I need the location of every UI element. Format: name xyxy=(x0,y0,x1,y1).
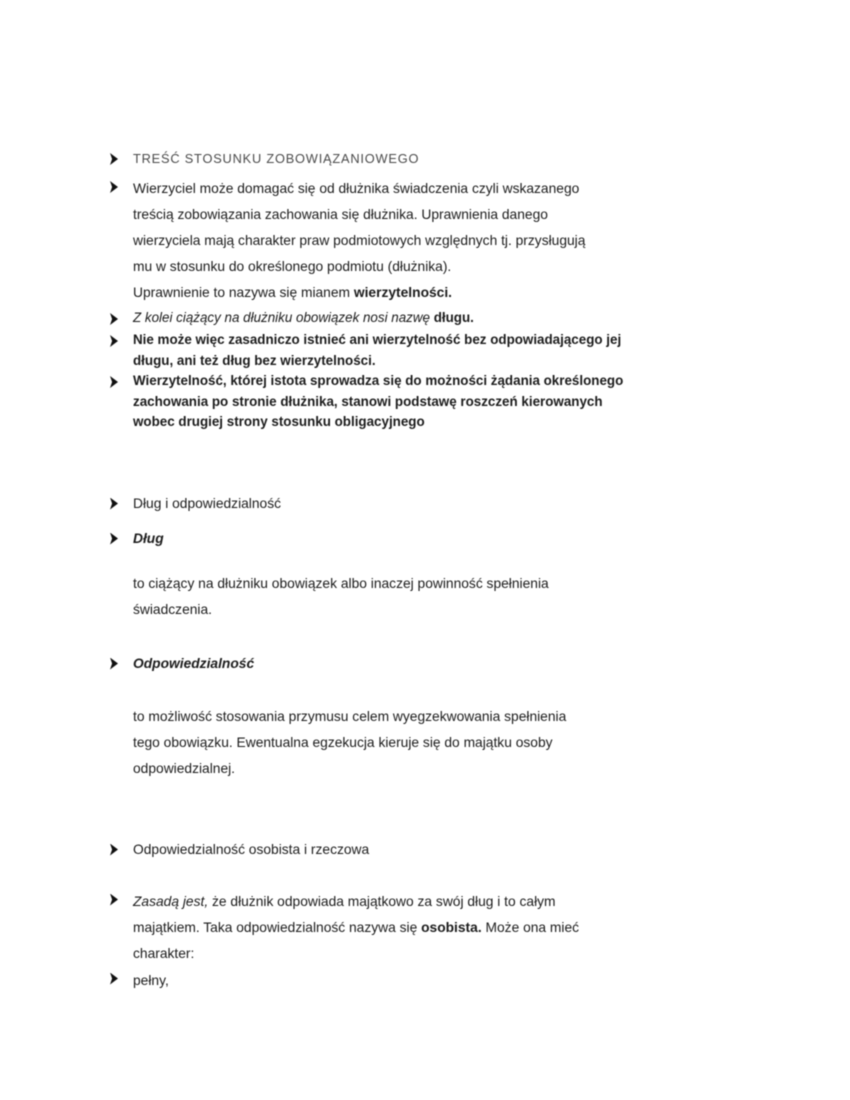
arrow-bullet-icon xyxy=(110,181,118,193)
arrow-bullet-icon xyxy=(110,376,118,388)
arrow-bullet-icon xyxy=(110,153,118,165)
text-line xyxy=(133,915,750,941)
text-line xyxy=(133,889,750,915)
text-segment: Może ona mieć xyxy=(481,919,580,935)
text-line: wobec drugiej strony stosunku obligacyjnego xyxy=(133,414,425,429)
arrow-bullet-icon xyxy=(110,313,118,325)
text-line: mu w stosunku do określonego podmiotu (dłużnika). xyxy=(133,259,452,274)
list-item-wierzytelnosc xyxy=(110,371,750,433)
arrow-bullet-icon xyxy=(110,894,118,906)
text-line xyxy=(133,280,750,306)
text-segment-italic: Z kolei ciążący na dłużniku obowiązek nosi nazwę xyxy=(133,310,434,325)
list-item-wierzyciel xyxy=(110,176,750,306)
arrow-bullet-icon xyxy=(110,335,118,347)
text-segment-bold: długu. xyxy=(433,310,474,325)
list-item-pelny xyxy=(110,968,750,994)
text-segment-bold: osobista. xyxy=(421,919,482,935)
text-line: długu, ani też dług bez wierzytelności. xyxy=(133,352,376,368)
term-label: Odpowiedzialność xyxy=(133,655,255,671)
text-line: zachowania po stronie dłużnika, stanowi podstawę roszczeń kierowanych xyxy=(133,393,603,409)
text-line: Wierzytelność, której istota sprowadza się do możności żądania określonego xyxy=(133,373,624,388)
text-line: wierzyciela mają charakter praw podmiotowych względnych tj. przysługują xyxy=(133,233,586,248)
text-segment-italic: Zasadą jest, xyxy=(133,893,209,909)
text-line: treścią zobowiązania zachowania się dłużnika. Uprawnienia danego xyxy=(133,207,548,222)
list-item-dlug-term xyxy=(110,528,750,550)
list-item-odp-osobista-heading xyxy=(110,839,750,861)
arrow-bullet-icon xyxy=(110,498,118,510)
text-line: Wierzyciel może domagać się od dłużnika świadczenia czyli wskazanego xyxy=(133,181,580,196)
text-line: odpowiedzialnej. xyxy=(133,760,236,776)
text-segment: Uprawnienie to nazywa się mianem xyxy=(133,285,354,300)
list-item-dlug-i-odp xyxy=(110,493,750,515)
paragraph-dlug-definition xyxy=(110,571,750,623)
section-heading: Odpowiedzialność osobista i rzeczowa xyxy=(133,841,370,857)
text-line: Nie może więc zasadniczo istnieć ani wierzytelność bez odpowiadającego jej xyxy=(133,332,622,347)
text-line: świadczenia. xyxy=(133,601,212,617)
section-heading: Dług i odpowiedzialność xyxy=(133,495,282,511)
section-heading: TREŚĆ STOSUNKU ZOBOWIĄZANIOWEGO xyxy=(133,151,420,166)
paragraph-odp-definition xyxy=(110,704,750,782)
list-item-odp-term xyxy=(110,653,750,675)
arrow-bullet-icon xyxy=(110,533,118,545)
list-item-z-kolei xyxy=(110,308,750,330)
text-line xyxy=(133,308,750,329)
arrow-bullet-icon xyxy=(110,658,118,670)
list-item-nie-moze xyxy=(110,330,750,371)
list-item-label: pełny, xyxy=(133,972,169,988)
term-label: Dług xyxy=(133,530,164,546)
text-line: to ciążący na dłużniku obowiązek albo inaczej powinność spełnienia xyxy=(133,575,549,591)
text-segment: że dłużnik odpowiada majątkowo za swój dług i to całym xyxy=(208,893,556,909)
text-segment: majątkiem. Taka odpowiedzialność nazywa się xyxy=(133,919,422,935)
text-line: to możliwość stosowania przymusu celem wyegzekwowania spełnienia xyxy=(133,708,567,724)
text-line: tego obowiązku. Ewentualna egzekucja kieruje się do majątku osoby xyxy=(133,734,553,750)
arrow-bullet-icon xyxy=(110,973,118,985)
text-segment-bold: wierzytelności. xyxy=(353,285,453,300)
list-item-tresc-heading xyxy=(110,149,750,170)
arrow-bullet-icon xyxy=(110,844,118,856)
list-item-zasada xyxy=(110,889,750,967)
text-line: charakter: xyxy=(133,945,195,961)
